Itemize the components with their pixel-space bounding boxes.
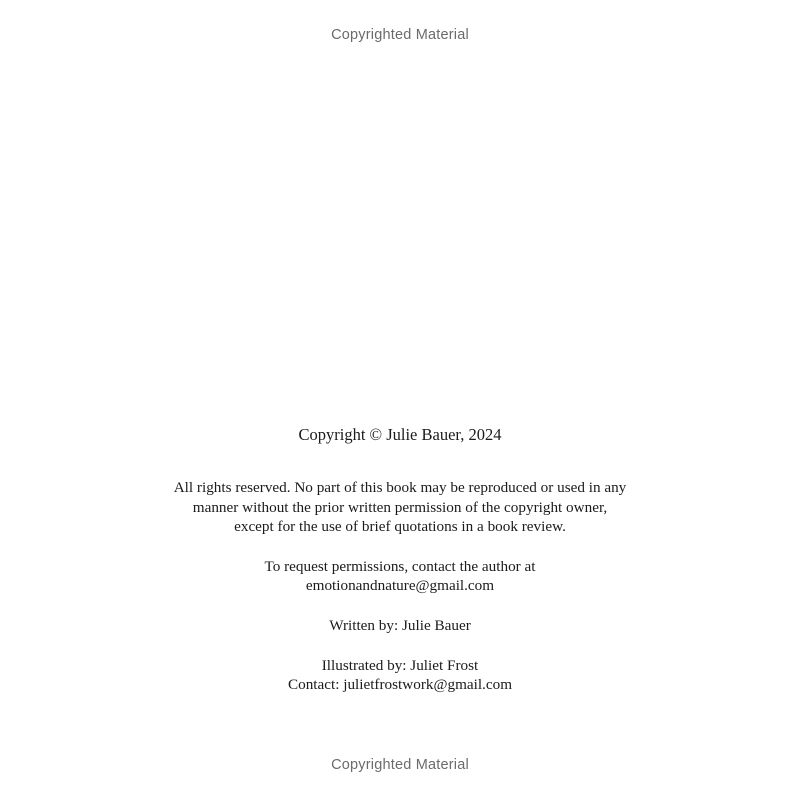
written-by-paragraph [0,616,800,636]
illustrator-contact-email: Contact: julietfrostwork@gmail.com [287,676,513,694]
copyright-notice: Copyright © Julie Bauer, 2024 [298,425,502,444]
copyrighted-material-watermark-bottom: Copyrighted Material [331,757,469,773]
permissions-paragraph [0,557,800,596]
illustrator-paragraph [0,656,800,695]
copyright-content-block [0,424,800,695]
rights-reserved-paragraph [0,478,800,537]
permissions-line-1: To request permissions, contact the author at [264,557,536,575]
permissions-email: emotionandnature@gmail.com [305,577,495,595]
rights-reserved-line-3: except for the use of brief quotations in a book review. [234,518,566,536]
rights-reserved-line-1: All rights reserved. No part of this book may be reproduced or used in any [173,479,627,496]
illustrated-by-line: Illustrated by: Juliet Frost [321,656,479,674]
copyrighted-material-watermark-top: Copyrighted Material [331,27,469,43]
rights-reserved-line-2: manner without the prior written permission of the copyright owner, [192,498,608,516]
written-by-line: Written by: Julie Bauer [329,616,471,634]
